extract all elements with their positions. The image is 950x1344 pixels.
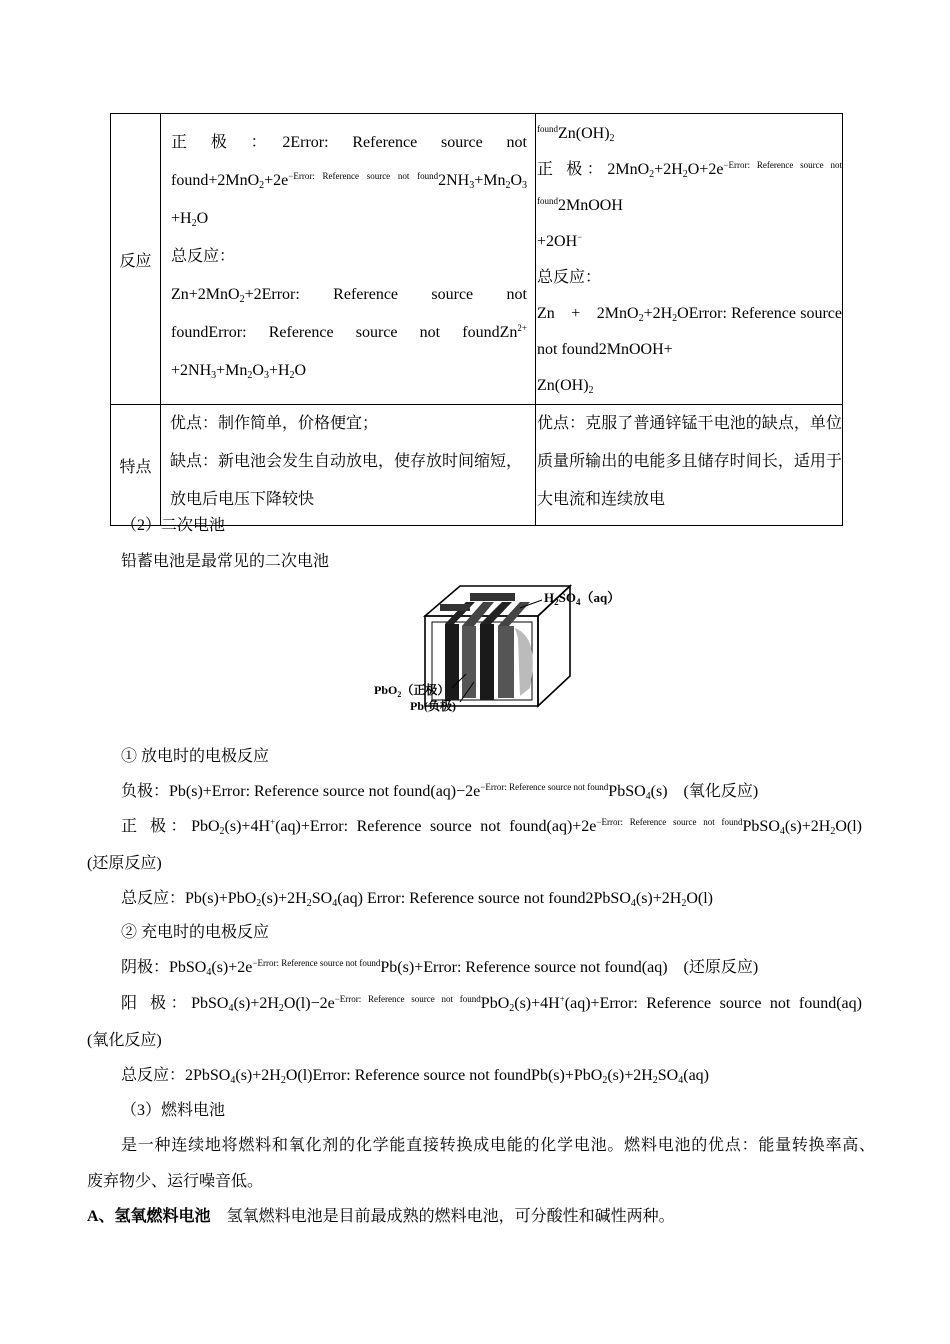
total-reaction-label: 总反应： [171,248,236,265]
positive-electrode-line: 正 极 ： 2Error: Reference source not [171,134,527,151]
charge-title: ② 充电时的电极反应 [121,924,270,941]
label-h2so4: $H_2SO_4(aq)$ [544,590,621,607]
table-row-features [111,405,843,526]
total-reaction-line: $+2NH_3+Mn_2O_3+H_2O$ [171,362,307,381]
charge-cathode: 阴极：$PbSO_4(s)+2e^{-Error: Reference source not found}Pb(s)+Error$: Reference source not found(aq) (还原反应) [121,958,759,978]
positive-electrode-line: 正 极：$2MnO_2+2H_2O+2e^{-Error: Reference source not}$ [537,160,842,180]
charge-anode: 阳 极：$PbSO_4(s)+2H_2O(l)-2e^{-Error: Reference source not found}PbO_2(s)+4H^+(aq)+Error$: Reference source not found(aq) [121,994,862,1014]
discharge-title: ① 放电时的电极反应 [121,748,270,765]
total-reaction-line: foundError: Reference source not foundZn$^{2+}$ [171,323,527,341]
intro-text: 铅蓄电池是最常见的二次电池 [121,553,330,570]
battery-comparison-table [110,113,843,526]
fuel-cell-description: 是一种连续地将燃料和氧化剂的化学能直接转换成电能的化学电池。燃料电池的优点：能量转换率高、 [121,1137,875,1154]
total-reaction-line: $Zn(OH)_2$ [537,377,594,396]
label-pb-negative: Pb(负极) [410,699,456,713]
lead-acid-battery-figure [370,578,630,720]
discharge-negative-electrode: 负极：Pb(s)+Error: Reference source not $found(aq)-2e^{-Error: Reference source not found}PbSO_4(s)$ (氧化反应) [121,782,759,802]
row-label-reaction: 反应 [111,114,161,405]
label-pbo2-positive: PbO$_2$（正极） [374,683,450,699]
total-reaction-line: Zn + $2MnO_2+2H_2OError$: Reference source [537,305,842,324]
section-heading-fuel-cell: （3）燃料电池 [121,1102,226,1119]
fuel-cell-description-tail: 废弃物少、运行噪音低。 [87,1173,264,1190]
reaction-line: $^{found}Zn(OH)_2$ [537,124,615,144]
table-row-reaction [111,114,843,405]
advantage-text: 优点：制作简单，价格便宜； [170,415,379,432]
disadvantage-text: 缺点：新电池会发生自动放电，使存放时间缩短，放电后电压下降较快 [170,453,523,508]
row-label-features: 特点 [111,405,161,526]
cell-alkaline-battery-reaction [536,114,843,405]
charge-anode-tail: (氧化反应) [87,1032,162,1049]
cell-alkaline-battery-features: 优点：克服了普通锌锰干电池的缺点，单位质量所输出的电能多且储存时间长，适用于大电流和连续放电 [536,405,843,526]
positive-electrode-line: $+H_2O$ [171,210,209,229]
cell-normal-battery-reaction [161,114,536,405]
total-reaction-line: Zn+2MnO$_2$+2Error: Reference source not [171,286,527,305]
hydrogen-oxygen-heading: A、氢氧燃料电池 [87,1208,211,1225]
cell-normal-battery-features [161,405,536,526]
section-heading-secondary: （2）二次电池 [121,517,226,534]
positive-electrode-line: +2OH− [537,232,583,250]
discharge-positive-electrode: 正 极：PbO$_2$(s)+4H+(aq)+Error: Reference source not $found(aq)+2e^{-Error: Reference source not found}PbSO_4(s)+2H_2O(l)$ [121,817,862,837]
charge-total-reaction: 总反应：$2PbSO_4(s)+2H_2O(l)Error$: Reference source not $foundPb(s)+PbO_2(s)+2H_2SO_4(aq)$ [121,1067,709,1086]
hydrogen-oxygen-paragraph: A、氢氧燃料电池 氢氧燃料电池是目前最成熟的燃料电池，可分酸性和碱性两种。 [87,1208,675,1225]
total-reaction-line: not found2MnOOH+ [537,341,673,358]
positive-electrode-line: $found+2MnO_2+2e^{-Error: Reference source not found}2NH_3+Mn_2O_3$ [171,171,527,191]
discharge-positive-tail: (还原反应) [87,855,162,872]
positive-electrode-line: $^{found}$2MnOOH [537,196,623,214]
discharge-total-reaction: 总反应：$Pb(s)+PbO_2(s)+2H_2SO_4(aq)$ Error: Reference source not $found2PbSO_4(s)+2H_2O(l)$ [121,890,713,909]
total-reaction-label: 总反应： [537,269,602,286]
